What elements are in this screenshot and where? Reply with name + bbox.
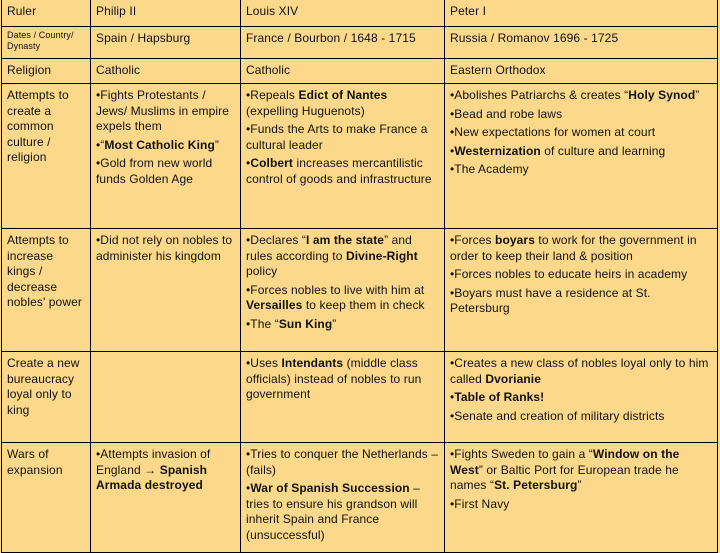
row-label: Religion [2,59,91,84]
bold-text: boyars [495,233,535,247]
bold-text: Spanish Armada destroyed [96,462,208,492]
text-run: • [450,143,455,158]
text-run: increases mercantilistic control of goods and infrastructure [246,156,432,186]
cell-line [96,447,235,494]
cell-line [246,481,439,543]
bold-text: Most Catholic King [104,137,215,152]
row-kings-power [2,229,718,352]
text-run: Catholic [96,63,141,77]
text-run: ” [332,316,337,331]
text-run: Russia / Romanov 1696 - 1725 [450,31,619,45]
bold-text: Sun King [278,316,333,331]
bold-text: Table of Ranks! [454,390,545,404]
cell-line [450,409,712,425]
text-run: Catholic [246,63,291,77]
text-run: •Funds the Arts to make France a cultural leader [246,122,428,152]
row-label: Attempts to increase kings / decrease nobles' power [2,229,91,352]
cell-philip [91,84,241,229]
row-label: Create a new bureaucracy loyal only to king [2,352,91,443]
header-ruler: Ruler [2,0,91,27]
row-label: Dates / Country/ Dynasty [2,27,91,59]
cell-philip [91,59,241,84]
cell-line [96,63,235,79]
cell-line [246,233,439,280]
text-run: ” [214,137,219,152]
cell-line [246,156,439,187]
text-run: ” or Baltic Port for European trade he names “ [450,462,679,492]
row-dates-dynasty [2,27,718,59]
cell-line [246,447,439,478]
cell-line [450,356,712,387]
text-run: ” [695,88,700,102]
row-bureaucracy [2,352,718,443]
bold-text: Holy Synod [628,88,696,102]
bold-text: Colbert [250,156,294,170]
cell-philip [91,443,241,553]
bold-text: War of Spanish Succession [250,481,410,495]
text-run: •First Navy [450,496,510,511]
cell-line [96,138,235,154]
cell-line [246,122,439,153]
header-row [2,0,718,27]
text-run: •New expectations for women at court [450,125,656,139]
text-run: of culture and learning [540,143,666,158]
text-run: •Gold from new world funds Golden Age [96,156,213,186]
text-run: •Declares “ [246,233,306,247]
text-run: •Creates a new class of nobles loyal only to him called [450,356,709,386]
text-run: •Tries to conquer the Netherlands –(fails) [246,447,439,477]
cell-louis [241,443,445,553]
cell-louis [241,229,445,352]
cell-line [246,283,439,314]
text-run: •Fights Sweden to gain a “ [450,447,593,461]
cell-philip [91,352,241,443]
text-run: (expelling Huguenots) [246,103,365,118]
text-run: • [246,156,251,170]
text-run: – tries to ensure his grandson will inherit Spain and France (unsuccessful) [246,481,420,542]
text-run: •Repeals [246,88,299,102]
bold-text: Westernization [454,143,541,158]
bold-text: Window on the West [450,447,680,477]
cell-line [96,31,235,47]
cell-line [450,88,712,104]
text-run: •Fights Protestants / Jews/ Muslims in empire expels them [96,88,229,133]
cell-line [246,356,439,403]
text-run: Eastern Orthodox [450,63,546,77]
cell-line [450,31,712,47]
cell-line [246,88,439,119]
bold-text: Edict of Nantes [298,88,388,102]
cell-peter [445,443,718,553]
cell-peter [445,84,718,229]
text-run: •Attempts invasion of England → [96,447,211,477]
cell-line [450,497,712,513]
text-run: •“ [96,137,105,152]
row-culture-religion [2,84,718,229]
text-run: •Forces nobles to educate heirs in academy [450,267,688,281]
cell-line [96,88,235,135]
text-run: policy [246,264,278,278]
cell-louis [241,59,445,84]
cell-peter [445,229,718,352]
text-run: •Senate and creation of military districts [450,408,665,423]
bold-text: Versailles [246,298,303,312]
cell-line [450,144,712,160]
text-run: •Boyars must have a residence at St. Petersburg [450,285,651,315]
cell-line [450,286,712,317]
cell-line [450,447,712,494]
text-run: ” [577,478,582,492]
text-run: to keep them in check [302,298,425,312]
cell-line [450,162,712,178]
header-peter-i: Peter I [445,0,718,27]
cell-louis [241,27,445,59]
row-religion [2,59,718,84]
header-philip-ii: Philip II [91,0,241,27]
cell-line [450,63,712,79]
text-run: •The Academy [450,162,529,176]
cell-peter [445,352,718,443]
cell-line [450,107,712,123]
cell-philip [91,229,241,352]
cell-louis [241,352,445,443]
text-run: •Forces [450,233,496,247]
cell-line [450,233,712,264]
cell-line [450,125,712,141]
text-run: •Abolishes Patriarchs & creates “ [450,88,629,102]
text-run: •Uses [246,356,282,370]
bold-text: Intendants [281,356,344,370]
text-run: (middle class officials) instead of nobles to run government [246,356,422,401]
cell-line [450,267,712,283]
row-wars [2,443,718,553]
text-run: ” and rules according to [246,233,412,263]
cell-peter [445,59,718,84]
text-run: •Bead and robe laws [450,106,563,121]
cell-philip [91,27,241,59]
text-run: France / Bourbon / 1648 - 1715 [246,31,416,45]
cell-louis [241,84,445,229]
row-label: Attempts to create a common culture / religion [2,84,91,229]
text-run: •Forces nobles to live with him at [246,282,425,297]
comparison-table [1,0,718,553]
header-louis-xiv: Louis XIV [241,0,445,27]
cell-peter [445,27,718,59]
bold-text: Dvorianie [485,371,541,386]
text-run: • [450,390,455,404]
bold-text: I am the state [305,233,385,247]
text-run: •Did not rely on nobles to administer his kingdom [96,233,233,263]
bold-text: Divine-Right [345,248,418,263]
text-run: • [246,481,251,495]
cell-line [96,233,235,264]
bold-text: St. Petersburg [494,478,578,492]
text-run: to work for the government in order to keep their land & position [450,233,697,263]
cell-line [246,31,439,47]
row-label: Wars of expansion [2,443,91,553]
cell-line [450,390,712,406]
cell-line [246,317,439,333]
text-run: •The “ [246,316,279,331]
text-run: Spain / Hapsburg [96,31,191,45]
cell-line [96,156,235,187]
cell-line [246,63,439,79]
